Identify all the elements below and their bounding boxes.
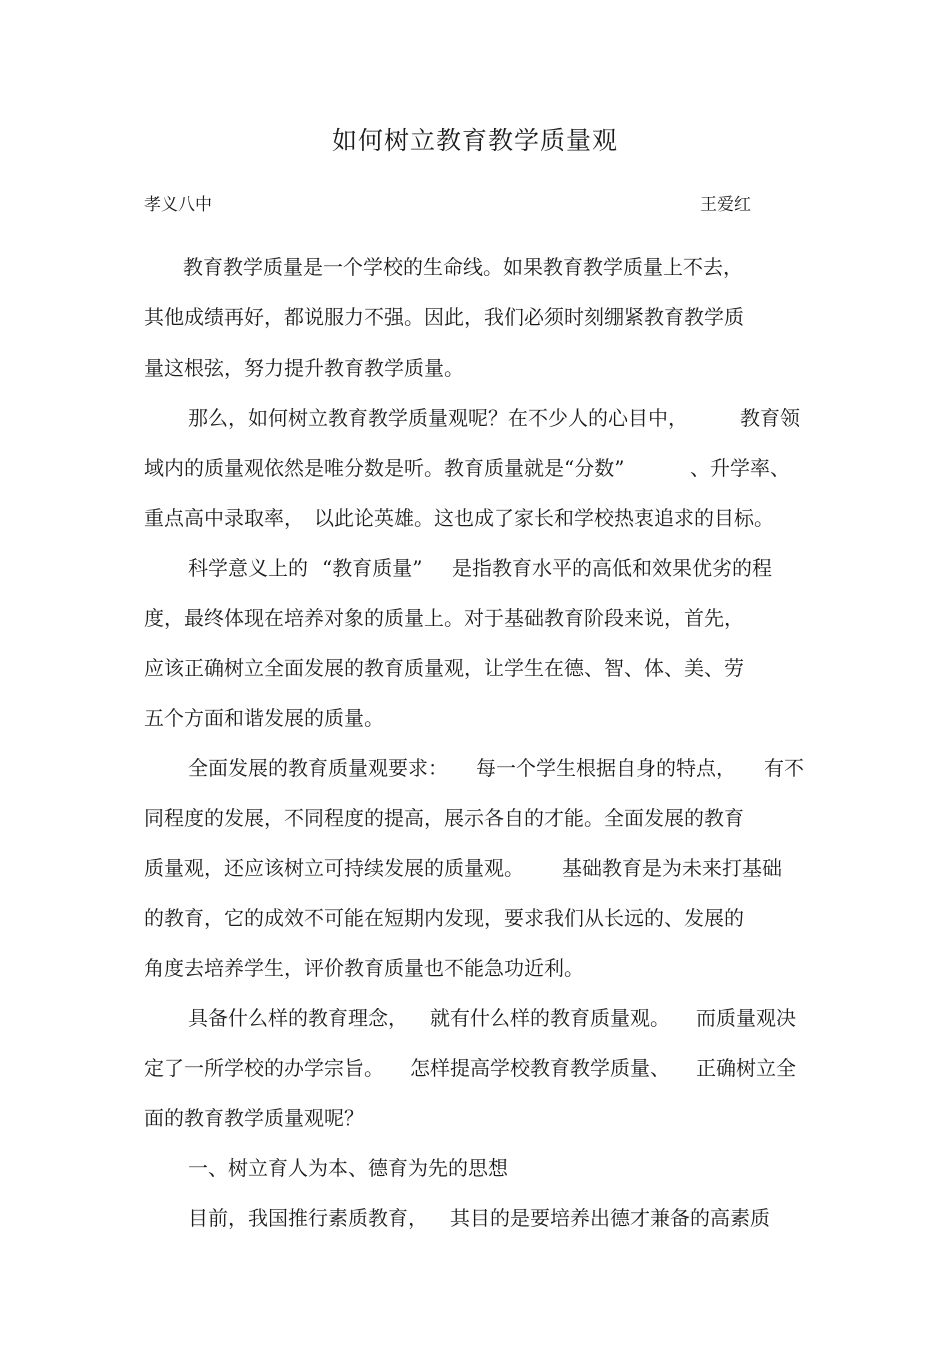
text-line: “教育质量” — [322, 556, 423, 580]
text-line: 就有什么样的教育质量观。 — [430, 1006, 670, 1030]
text-line: 应该正确树立全面发展的教育质量观，让学生在德、智、体、美、劳 — [144, 656, 744, 680]
text-line: 科学意义上的 — [188, 556, 308, 580]
text-line: 目前，我国推行素质教育， — [188, 1206, 428, 1230]
text-line: 、升学率、 — [690, 456, 790, 480]
text-line: 基础教育是为未来打基础 — [562, 856, 782, 880]
text-line: 教育领 — [740, 406, 800, 430]
author-name: 王爱红 — [700, 195, 751, 215]
text-line: 具备什么样的教育理念， — [188, 1006, 408, 1030]
text-line: 正确树立全 — [696, 1056, 796, 1080]
text-line: 五个方面和谐发展的质量。 — [144, 706, 384, 730]
text-line: 有不 — [764, 756, 804, 780]
text-line: 那么，如何树立教育教学质量观呢？在不少人的心目中， — [188, 406, 688, 430]
text-line: 全面发展的教育质量观要求： — [188, 756, 448, 780]
text-line: 是指教育水平的高低和效果优劣的程 — [452, 556, 772, 580]
text-line: 的教育，它的成效不可能在短期内发现，要求我们从长远的、发展的 — [144, 906, 744, 930]
text-line: 其他成绩再好，都说服力不强。因此，我们必须时刻绷紧教育教学质 — [144, 305, 744, 329]
text-line: 质量观，还应该树立可持续发展的质量观。 — [144, 856, 524, 880]
text-line: 定了一所学校的办学宗旨。 — [144, 1056, 384, 1080]
text-line: 重点高中录取率， — [144, 506, 304, 530]
section-heading: 一、树立育人为本、德育为先的思想 — [188, 1156, 508, 1180]
text-line: 怎样提高学校教育教学质量、 — [410, 1056, 670, 1080]
school-name: 孝义八中 — [144, 195, 212, 215]
document-title: 如何树立教育教学质量观 — [331, 126, 618, 155]
text-line: 角度去培养学生，评价教育质量也不能急功近利。 — [144, 956, 584, 980]
text-line: 面的教育教学质量观呢？ — [144, 1106, 364, 1130]
text-line: 教育教学质量是一个学校的生命线。如果教育教学质量上不去， — [183, 255, 743, 279]
text-line: 量这根弦，努力提升教育教学质量。 — [144, 356, 464, 380]
text-line: 而质量观决 — [696, 1006, 796, 1030]
text-line: 每一个学生根据自身的特点， — [476, 756, 736, 780]
text-line: 域内的质量观依然是唯分数是听。教育质量就是“分数” — [144, 456, 625, 480]
text-line: 度，最终体现在培养对象的质量上。对于基础教育阶段来说，首先， — [144, 606, 744, 630]
text-line: 同程度的发展，不同程度的提高，展示各自的才能。全面发展的教育 — [144, 806, 744, 830]
text-line: 以此论英雄。这也成了家长和学校热衷追求的目标。 — [314, 506, 774, 530]
text-line: 其目的是要培养出德才兼备的高素质 — [450, 1206, 770, 1230]
